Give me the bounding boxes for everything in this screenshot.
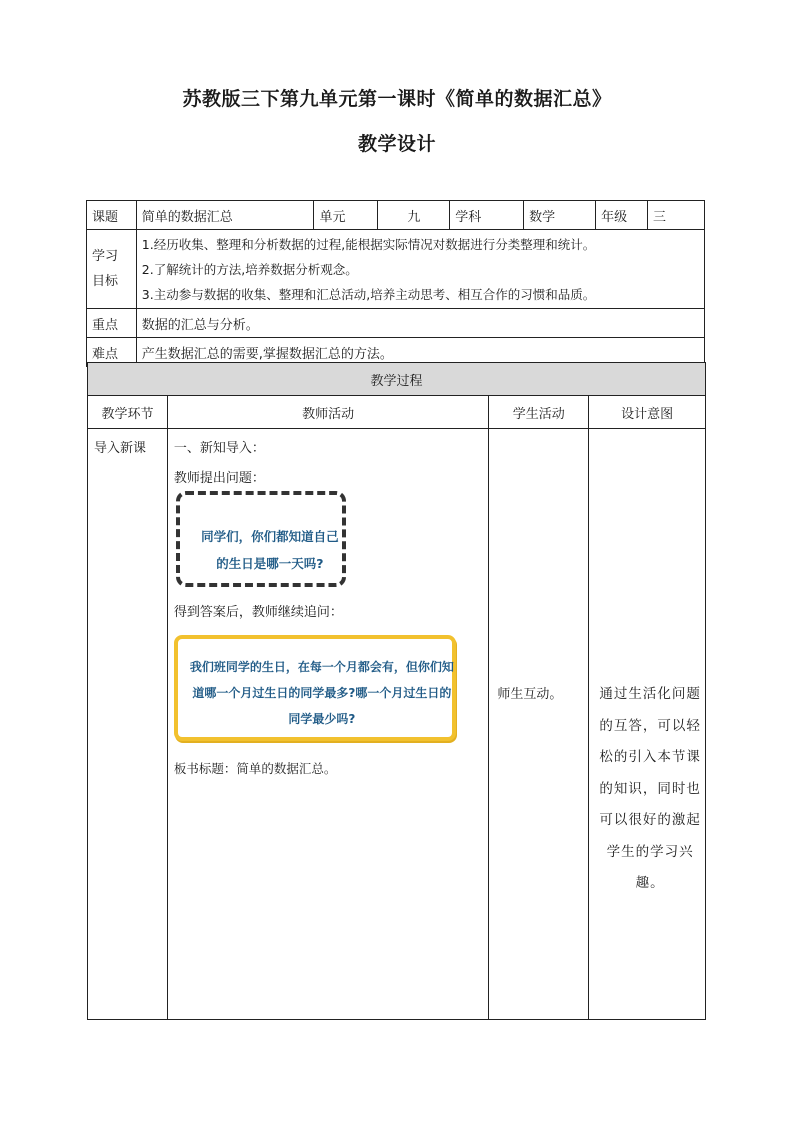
goals-label xyxy=(87,230,137,309)
key-value: 数据的汇总与分析。 xyxy=(136,309,704,338)
subject-label: 学科 xyxy=(450,201,524,230)
teacher-activity-cell xyxy=(167,429,488,1020)
stage-text: 导入新课 xyxy=(94,441,147,456)
teaching-process-table xyxy=(87,362,706,1020)
student-activity-text: 师生互动。 xyxy=(497,687,563,702)
goals-list xyxy=(136,230,704,309)
design-intent-cell xyxy=(589,429,706,1020)
teacher-follow-text: 得到答案后，教师继续追问： xyxy=(173,605,343,620)
grade-value: 三 xyxy=(648,201,705,230)
process-columns-row xyxy=(88,396,706,429)
student-activity-cell xyxy=(489,429,589,1020)
subject-value: 数学 xyxy=(524,201,596,230)
process-header-row xyxy=(88,363,706,396)
process-header: 教学过程 xyxy=(88,363,706,396)
key-label: 重点 xyxy=(87,309,137,338)
info-row-topic xyxy=(87,201,705,230)
document-title: 苏教版三下第九单元第一课时《简单的数据汇总》 xyxy=(182,88,612,110)
info-row-goals xyxy=(87,230,705,309)
unit-label: 单元 xyxy=(314,201,378,230)
column-header-teacher: 教师活动 xyxy=(167,396,488,429)
goals-label-line-1: 学习 xyxy=(92,249,119,264)
process-content-row xyxy=(88,429,706,1020)
design-intent-text: 通过生活化问题的互答，可以轻松的引入本节课的知识，同时也可以很好的激起学生的学习兴趣。 xyxy=(599,686,701,891)
column-header-intent: 设计意图 xyxy=(589,396,706,429)
goal-item: 2.了解统计的方法,培养数据分析观念。 xyxy=(141,261,358,277)
grade-label: 年级 xyxy=(596,201,648,230)
column-header-student: 学生活动 xyxy=(489,396,589,429)
difficult-value: 产生数据汇总的需要,掌握数据汇总的方法。 xyxy=(136,338,704,367)
goal-item: 1.经历收集、整理和分析数据的过程,能根据实际情况对数据进行分类整理和统计。 xyxy=(141,236,596,252)
question-bubble-dashed xyxy=(176,491,346,587)
unit-value: 九 xyxy=(378,201,450,230)
lesson-info-table xyxy=(86,200,705,367)
followup-bubble-text: 我们班同学的生日，在每一个月都会有，但你们知道哪一个月过生日的同学最多?哪一个月过生日的同学最少吗? xyxy=(189,660,454,726)
column-header-stage: 教学环节 xyxy=(88,396,168,429)
topic-label: 课题 xyxy=(87,201,137,230)
teacher-ask-text: 教师提出问题： xyxy=(173,471,265,486)
goals-label-line-2: 目标 xyxy=(92,274,119,289)
difficult-label: 难点 xyxy=(87,338,137,367)
document-subtitle: 教学设计 xyxy=(357,133,436,155)
teacher-section-heading: 一、新知导入： xyxy=(173,441,265,456)
board-title-text: 板书标题：简单的数据汇总。 xyxy=(173,761,337,776)
question-bubble-yellow xyxy=(174,635,456,741)
info-row-key xyxy=(87,309,705,338)
question-bubble-text: 同学们，你们都知道自己的生日是哪一天吗? xyxy=(201,529,339,571)
stage-cell xyxy=(88,429,168,1020)
goal-item: 3.主动参与数据的收集、整理和汇总活动,培养主动思考、相互合作的习惯和品质。 xyxy=(141,286,596,302)
topic-value: 简单的数据汇总 xyxy=(136,201,314,230)
